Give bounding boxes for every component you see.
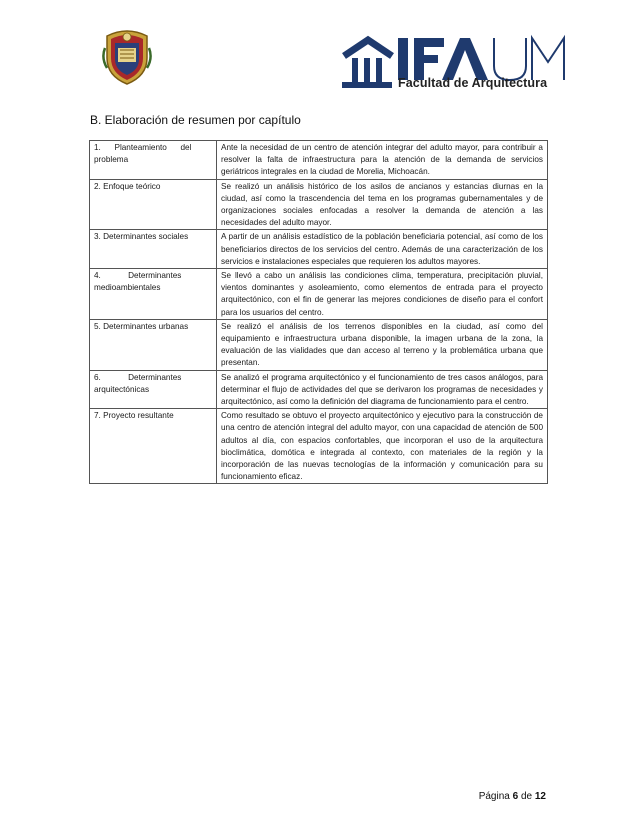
university-seal-logo xyxy=(101,28,153,86)
chapter-summary-text: Ante la necesidad de un centro de atención integrar del adulto mayor, para contribuir a resolver la falta de infraestructura para la atención de la demanda de servicios geriátricos integrales en la ciudad de Morelia, Michoacán. xyxy=(217,141,548,180)
of-word: de xyxy=(520,791,533,802)
chapter-label-cell xyxy=(90,141,217,180)
logo-subtitle: Facultad de Arquitectura xyxy=(398,76,548,90)
chapter-label-cell xyxy=(90,409,217,484)
chapter-label: 2. Enfoque teórico xyxy=(94,181,161,191)
chapter-summary-table xyxy=(89,140,548,484)
total-pages-number: 12 xyxy=(534,791,546,802)
chapter-label: 7. Proyecto resultante xyxy=(94,411,174,421)
chapter-label-cell xyxy=(90,269,217,320)
chapter-summary-text: Se analizó el programa arquitectónico y el funcionamiento de tres casos análogos, para determinar el flujo de actividades del que se derivaron los programas de necesidades y arquitectónico, así como la definición del diagrama de funcionamiento para el centro. xyxy=(217,370,548,409)
chapter-label-continued: problema xyxy=(94,155,129,165)
chapter-label-cell xyxy=(90,230,217,269)
chapter-label: 1. Planteamiento del xyxy=(94,143,192,152)
table-row xyxy=(90,269,548,320)
chapter-label: 3. Determinantes sociales xyxy=(94,232,189,242)
chapter-label-cell xyxy=(90,319,217,370)
chapter-summary-text: A partir de un análisis estadístico de la población beneficiaria potencial, así como de los beneficiarios directos de los servicios del centro. Además de una caracterización de los servicios e instalaciones especiales que requieren los adultos mayores. xyxy=(217,230,548,269)
chapter-summary-text: Como resultado se obtuvo el proyecto arquitectónico y ejecutivo para la construcción de una centro de atención integral del adulto mayor, con una capacidad de atención de 500 adultos al día, con espacios confortables, que incorporan el uso de la arquitectura bioclimática, domótica e integrada al contexto, con materiales de la región y la incorporación de las nuevas tecnologías de la información y comunicación para su funcionamiento eficaz. xyxy=(217,409,548,484)
chapter-label: 6. Determinantes xyxy=(94,372,182,382)
table-row xyxy=(90,319,548,370)
chapter-label: 5. Determinantes urbanas xyxy=(94,321,189,331)
chapter-label-cell xyxy=(90,179,217,230)
table-row xyxy=(90,230,548,269)
table-row xyxy=(90,409,548,484)
chapter-label-continued: arquitectónicas xyxy=(94,384,150,394)
chapter-summary-text: Se realizó un análisis histórico de los asilos de ancianos y estancias diurnas en la ciudad, así como la trascendencia del tema en los programas gubernamentales y de organizaciones sociales enfocadas a resolver la demanda de atención a las necesidades del adulto mayor. xyxy=(217,179,548,230)
chapter-label: 4. Determinantes xyxy=(94,271,182,281)
current-page-number: 6 xyxy=(512,791,519,802)
chapter-summary-text: Se realizó el análisis de los terrenos disponibles en la ciudad, así como del equipamiento e infraestructura urbana disponible, la imagen urbana de la zona, la evaluación de las vialidades que dan acceso al terreno y la problemática urbana que presentan. xyxy=(217,319,548,370)
table-row xyxy=(90,370,548,409)
chapter-label-continued: medioambientales xyxy=(94,283,161,293)
table-row xyxy=(90,141,548,180)
page-number-footer xyxy=(479,791,546,802)
chapter-label-cell xyxy=(90,370,217,409)
section-title: B. Elaboración de resumen por capítulo xyxy=(90,113,301,127)
table-row xyxy=(90,179,548,230)
chapter-summary-text: Se llevó a cabo un análisis las condiciones clima, temperatura, precipitación pluvial, vientos dominantes y asoleamiento, como elementos de entrada para el proyecto arquitectónico, con el fin de generar las mejores condiciones de diseño para el confort para los usuarios del centro. xyxy=(217,269,548,320)
page-word: Página xyxy=(478,791,510,802)
